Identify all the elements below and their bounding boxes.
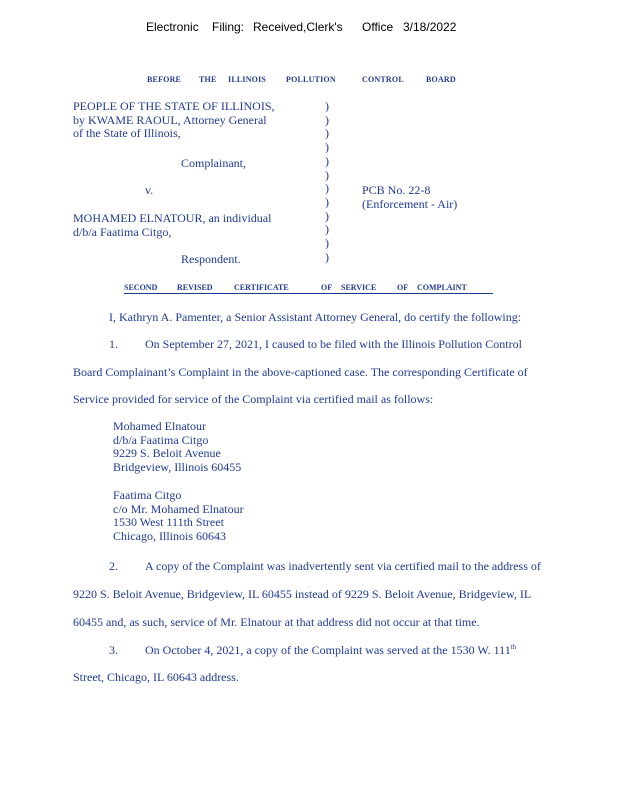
paragraph-2-line: A copy of the Complaint was inadvertently sent via certified mail to the address of xyxy=(145,559,541,573)
filing-stamp-filing: Filing: xyxy=(212,20,245,34)
paragraph-1-line: Service provided for service of the Complaint via certified mail as follows: xyxy=(73,392,434,406)
board-title-word: POLLUTION xyxy=(286,75,336,84)
address-line: c/o Mr. Mohamed Elnatour xyxy=(113,501,244,516)
certificate-title-word: COMPLAINT xyxy=(417,283,467,292)
paragraph-1-line: On September 27, 2021, I caused to be filed with the Illinois Pollution Control xyxy=(145,337,522,351)
paragraph-number: 2. xyxy=(109,559,118,573)
certificate-title-word: CERTIFICATE xyxy=(234,283,289,292)
paren: ) xyxy=(325,194,329,209)
case-number: PCB No. 22-8 xyxy=(362,183,431,197)
complainant-label: Complainant, xyxy=(181,156,246,170)
address-line: d/b/a Faatima Citgo xyxy=(113,432,209,447)
address-line: 1530 West 111th Street xyxy=(113,515,224,530)
defendant-block xyxy=(73,212,271,239)
certificate-title-word: OF xyxy=(321,283,333,292)
paren: ) xyxy=(325,236,329,251)
defendant-line: MOHAMED ELNATOUR, an individual xyxy=(73,211,272,225)
filing-stamp-office: Office xyxy=(362,20,394,34)
ordinal-suffix: th xyxy=(510,643,517,651)
certificate-title-word: SERVICE xyxy=(341,283,377,292)
paren: ) xyxy=(325,153,329,168)
address-block xyxy=(113,420,241,475)
paren: ) xyxy=(325,181,329,196)
board-title-word: BOARD xyxy=(426,75,456,84)
paren: ) xyxy=(325,208,329,223)
plaintiff-line: PEOPLE OF THE STATE OF ILLINOIS, xyxy=(73,99,275,113)
caption-parens xyxy=(325,100,329,264)
case-type: (Enforcement - Air) xyxy=(362,197,458,211)
address-line: Mohamed Elnatour xyxy=(113,419,206,433)
paren: ) xyxy=(325,140,329,155)
defendant-line: d/b/a Faatima Citgo, xyxy=(73,224,172,239)
address-block xyxy=(113,489,244,544)
filing-stamp-date: 3/18/2022 xyxy=(403,20,457,34)
versus-label: v. xyxy=(145,183,154,197)
board-title-word: ILLINOIS xyxy=(228,75,267,84)
paragraph-1-line: Board Complainant’s Complaint in the above-captioned case. The corresponding Certificate of xyxy=(73,365,528,379)
plaintiff-line: by KWAME RAOUL, Attorney General xyxy=(73,112,267,127)
paren: ) xyxy=(325,222,329,237)
title-underline xyxy=(124,293,493,294)
certificate-title-word: REVISED xyxy=(177,283,213,292)
paragraph-3-line: Street, Chicago, IL 60643 address. xyxy=(73,670,239,684)
plaintiff-line: of the State of Illinois, xyxy=(73,126,181,141)
paragraph-number: 1. xyxy=(109,337,118,351)
respondent-label: Respondent. xyxy=(181,252,241,266)
filing-stamp-received: Received,Clerk's xyxy=(253,20,343,34)
paragraph-2-line: 9220 S. Beloit Avenue, Bridgeview, IL 60455 instead of 9229 S. Beloit Avenue, Bridgeview, IL xyxy=(73,587,532,601)
plaintiff-block xyxy=(73,100,275,141)
paren: ) xyxy=(325,112,329,127)
address-line: Faatima Citgo xyxy=(113,488,182,502)
paren: ) xyxy=(325,126,329,141)
certificate-title-word: SECOND xyxy=(124,283,158,292)
paragraph-number: 3. xyxy=(109,643,118,657)
address-line: 9229 S. Beloit Avenue xyxy=(113,446,221,461)
filing-stamp-electronic: Electronic xyxy=(146,20,199,34)
board-title-word: CONTROL xyxy=(362,75,404,84)
board-title-word: BEFORE xyxy=(147,75,182,84)
paren: ) xyxy=(325,249,329,264)
paragraph-3-text: On October 4, 2021, a copy of the Complaint was served at the 1530 W. 111 xyxy=(145,643,511,657)
paragraph-3-line xyxy=(145,643,516,658)
paren: ) xyxy=(325,99,329,113)
address-line: Bridgeview, Illinois 60455 xyxy=(113,460,242,475)
intro-paragraph: I, Kathryn A. Pamenter, a Senior Assistant Attorney General, do certify the following: xyxy=(109,310,522,324)
address-line: Chicago, Illinois 60643 xyxy=(113,529,226,544)
certificate-title-word: OF xyxy=(397,283,409,292)
paren: ) xyxy=(325,167,329,182)
board-title-word: THE xyxy=(199,75,217,84)
paragraph-2-line: 60455 and, as such, service of Mr. Elnatour at that address did not occur at that time. xyxy=(73,615,480,629)
